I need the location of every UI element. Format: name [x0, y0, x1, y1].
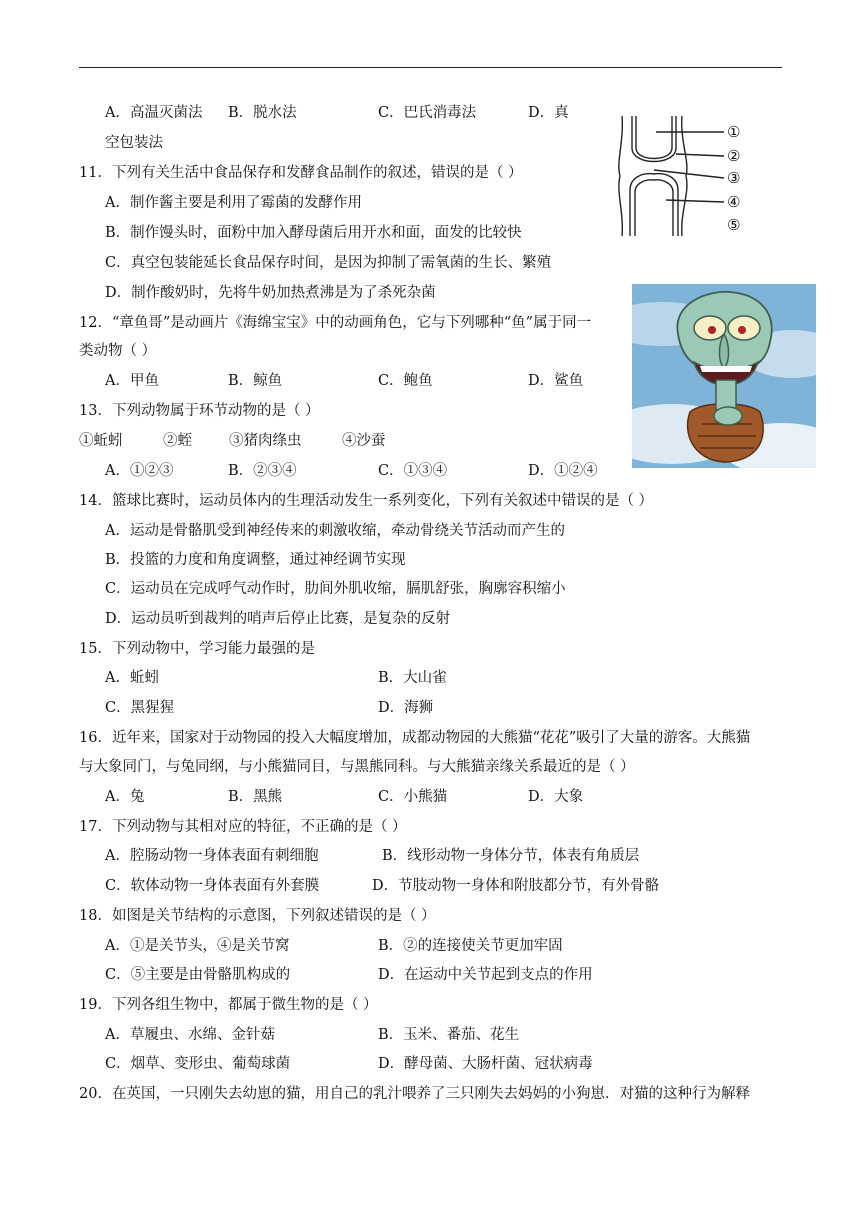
q15-option-d: D．海狮: [378, 700, 434, 716]
q18-option-a: A．①是关节头，④是关节窝: [105, 938, 290, 954]
left-pupil: [708, 326, 716, 334]
q20-stem: 20．在英国，一只刚失去幼崽的猫，用自己的乳汁喂养了三只刚失去妈妈的小狗崽．对猫的这种行为解释: [79, 1086, 750, 1102]
q14-option-b: B．投篮的力度和角度调整，通过神经调节实现: [105, 552, 406, 568]
hands: [714, 407, 742, 425]
q18-option-c: C．⑤主要是由骨骼肌构成的: [105, 967, 291, 983]
nose: [720, 334, 729, 368]
q19-option-c: C．烟草、变形虫、葡萄球菌: [105, 1056, 291, 1072]
joint-label-5: ⑤: [727, 216, 741, 234]
q19-stem: 19．下列各组生物中，都属于微生物的是（ ）: [79, 997, 378, 1013]
q11-stem: 11．下列有关生活中食品保存和发酵食品制作的叙述，错误的是（ ）: [79, 165, 523, 181]
joint-label-2: ②: [727, 147, 741, 165]
q11-option-d: D．制作酸奶时，先将牛奶加热煮沸是为了杀死杂菌: [105, 285, 436, 301]
q14-stem: 14．篮球比赛时，运动员体内的生理活动发生一系列变化，下列有关叙述中错误的是（ ）: [79, 493, 654, 509]
neck: [716, 380, 736, 410]
q14-option-d: D．运动员听到裁判的哨声后停止比赛，是复杂的反射: [105, 611, 451, 627]
joint-outline: [619, 116, 724, 236]
q12-stem: 12．“章鱼哥”是动画片《海绵宝宝》中的动画角色，它与下列哪种“鱼”属于同一: [79, 315, 592, 331]
right-pupil: [738, 326, 746, 334]
q13-option-a: A．①②③: [105, 463, 174, 479]
q16-stem: 16．近年来，国家对于动物园的投入大幅度增加，成都动物园的大熊猫“花花”吸引了大量的游客。大熊猫: [79, 730, 751, 746]
q17-option-a: A．腔肠动物一身体表面有刺细胞: [105, 848, 319, 864]
joint-label-3: ③: [727, 169, 741, 187]
q13-item-1: ①蚯蚓: [79, 433, 123, 449]
q12-option-c: C．鲍鱼: [378, 373, 433, 389]
joint-label-1: ①: [727, 123, 741, 141]
q11-option-c: C．真空包装能延长食品保存时间，是因为抑制了需氧菌的生长、繁殖: [105, 255, 552, 271]
q10-option-c: C．巴氏消毒法: [378, 105, 477, 121]
q16-stem-cont: 与大象同门，与兔同纲，与小熊猫同目，与黑熊同科。与大熊猫亲缘关系最近的是（ ）: [79, 759, 635, 775]
q10-option-b: B．脱水法: [228, 105, 297, 121]
q10-option-d-cont: 空包装法: [105, 135, 163, 151]
q16-option-b: B．黑熊: [228, 789, 283, 805]
q13-item-2: ②蛭: [163, 433, 192, 449]
joint-label-4: ④: [727, 193, 741, 211]
q18-option-d: D．在运动中关节起到支点的作用: [378, 967, 593, 983]
q17-option-b: B．线形动物一身体分节，体表有角质层: [382, 848, 640, 864]
q13-option-c: C．①③④: [378, 463, 448, 479]
q11-option-b: B．制作馒头时，面粉中加入酵母菌后用开水和面，面发的比较快: [105, 225, 522, 241]
q13-option-d: D．①②④: [528, 463, 598, 479]
q12-option-d: D．鲨鱼: [528, 373, 584, 389]
q15-option-b: B．大山雀: [378, 670, 447, 686]
q14-option-a: A．运动是骨骼肌受到神经传来的刺激收缩，牵动骨绕关节活动而产生的: [105, 523, 565, 539]
q16-option-c: C．小熊猫: [378, 789, 448, 805]
q14-option-c: C．运动员在完成呼气动作时，肋间外肌收缩，膈肌舒张，胸廓容积缩小: [105, 581, 566, 597]
q13-item-4: ④沙蚕: [342, 433, 386, 449]
q17-stem: 17．下列动物与其相对应的特征，不正确的是（ ）: [79, 819, 407, 835]
q18-option-b: B．②的连接使关节更加牢固: [378, 938, 563, 954]
q11-option-a: A．制作酱主要是利用了霉菌的发酵作用: [105, 195, 362, 211]
q12-option-a: A．甲鱼: [105, 373, 159, 389]
q15-option-a: A．蚯蚓: [105, 670, 159, 686]
q10-option-a: A．高温灭菌法: [105, 105, 203, 121]
q12-option-b: B．鲸鱼: [228, 373, 283, 389]
q19-option-a: A．草履虫、水绵、金针菇: [105, 1027, 275, 1043]
q18-stem: 18．如图是关节结构的示意图，下列叙述错误的是（ ）: [79, 908, 436, 924]
q13-stem: 13．下列动物属于环节动物的是（ ）: [79, 403, 320, 419]
q17-option-c: C．软体动物一身体表面有外套膜: [105, 878, 320, 894]
q13-option-b: B．②③④: [228, 463, 297, 479]
q12-stem-cont: 类动物（ ）: [79, 343, 157, 359]
q15-option-c: C．黑猩猩: [105, 700, 175, 716]
q16-option-a: A．兔: [105, 789, 145, 805]
q19-option-d: D．酵母菌、大肠杆菌、冠状病毒: [378, 1056, 593, 1072]
header-rule: [79, 67, 782, 68]
joint-structure-diagram: [606, 112, 776, 240]
squidward-cartoon-image: [632, 284, 816, 468]
q10-option-d: D．真: [528, 105, 569, 121]
q15-stem: 15．下列动物中，学习能力最强的是: [79, 641, 315, 657]
teeth: [700, 366, 752, 372]
q13-item-3: ③猪肉绦虫: [229, 433, 302, 449]
q17-option-d: D．节肢动物一身体和附肢都分节，有外骨骼: [372, 878, 660, 894]
q16-option-d: D．大象: [528, 789, 584, 805]
q19-option-b: B．玉米、番茄、花生: [378, 1027, 520, 1043]
